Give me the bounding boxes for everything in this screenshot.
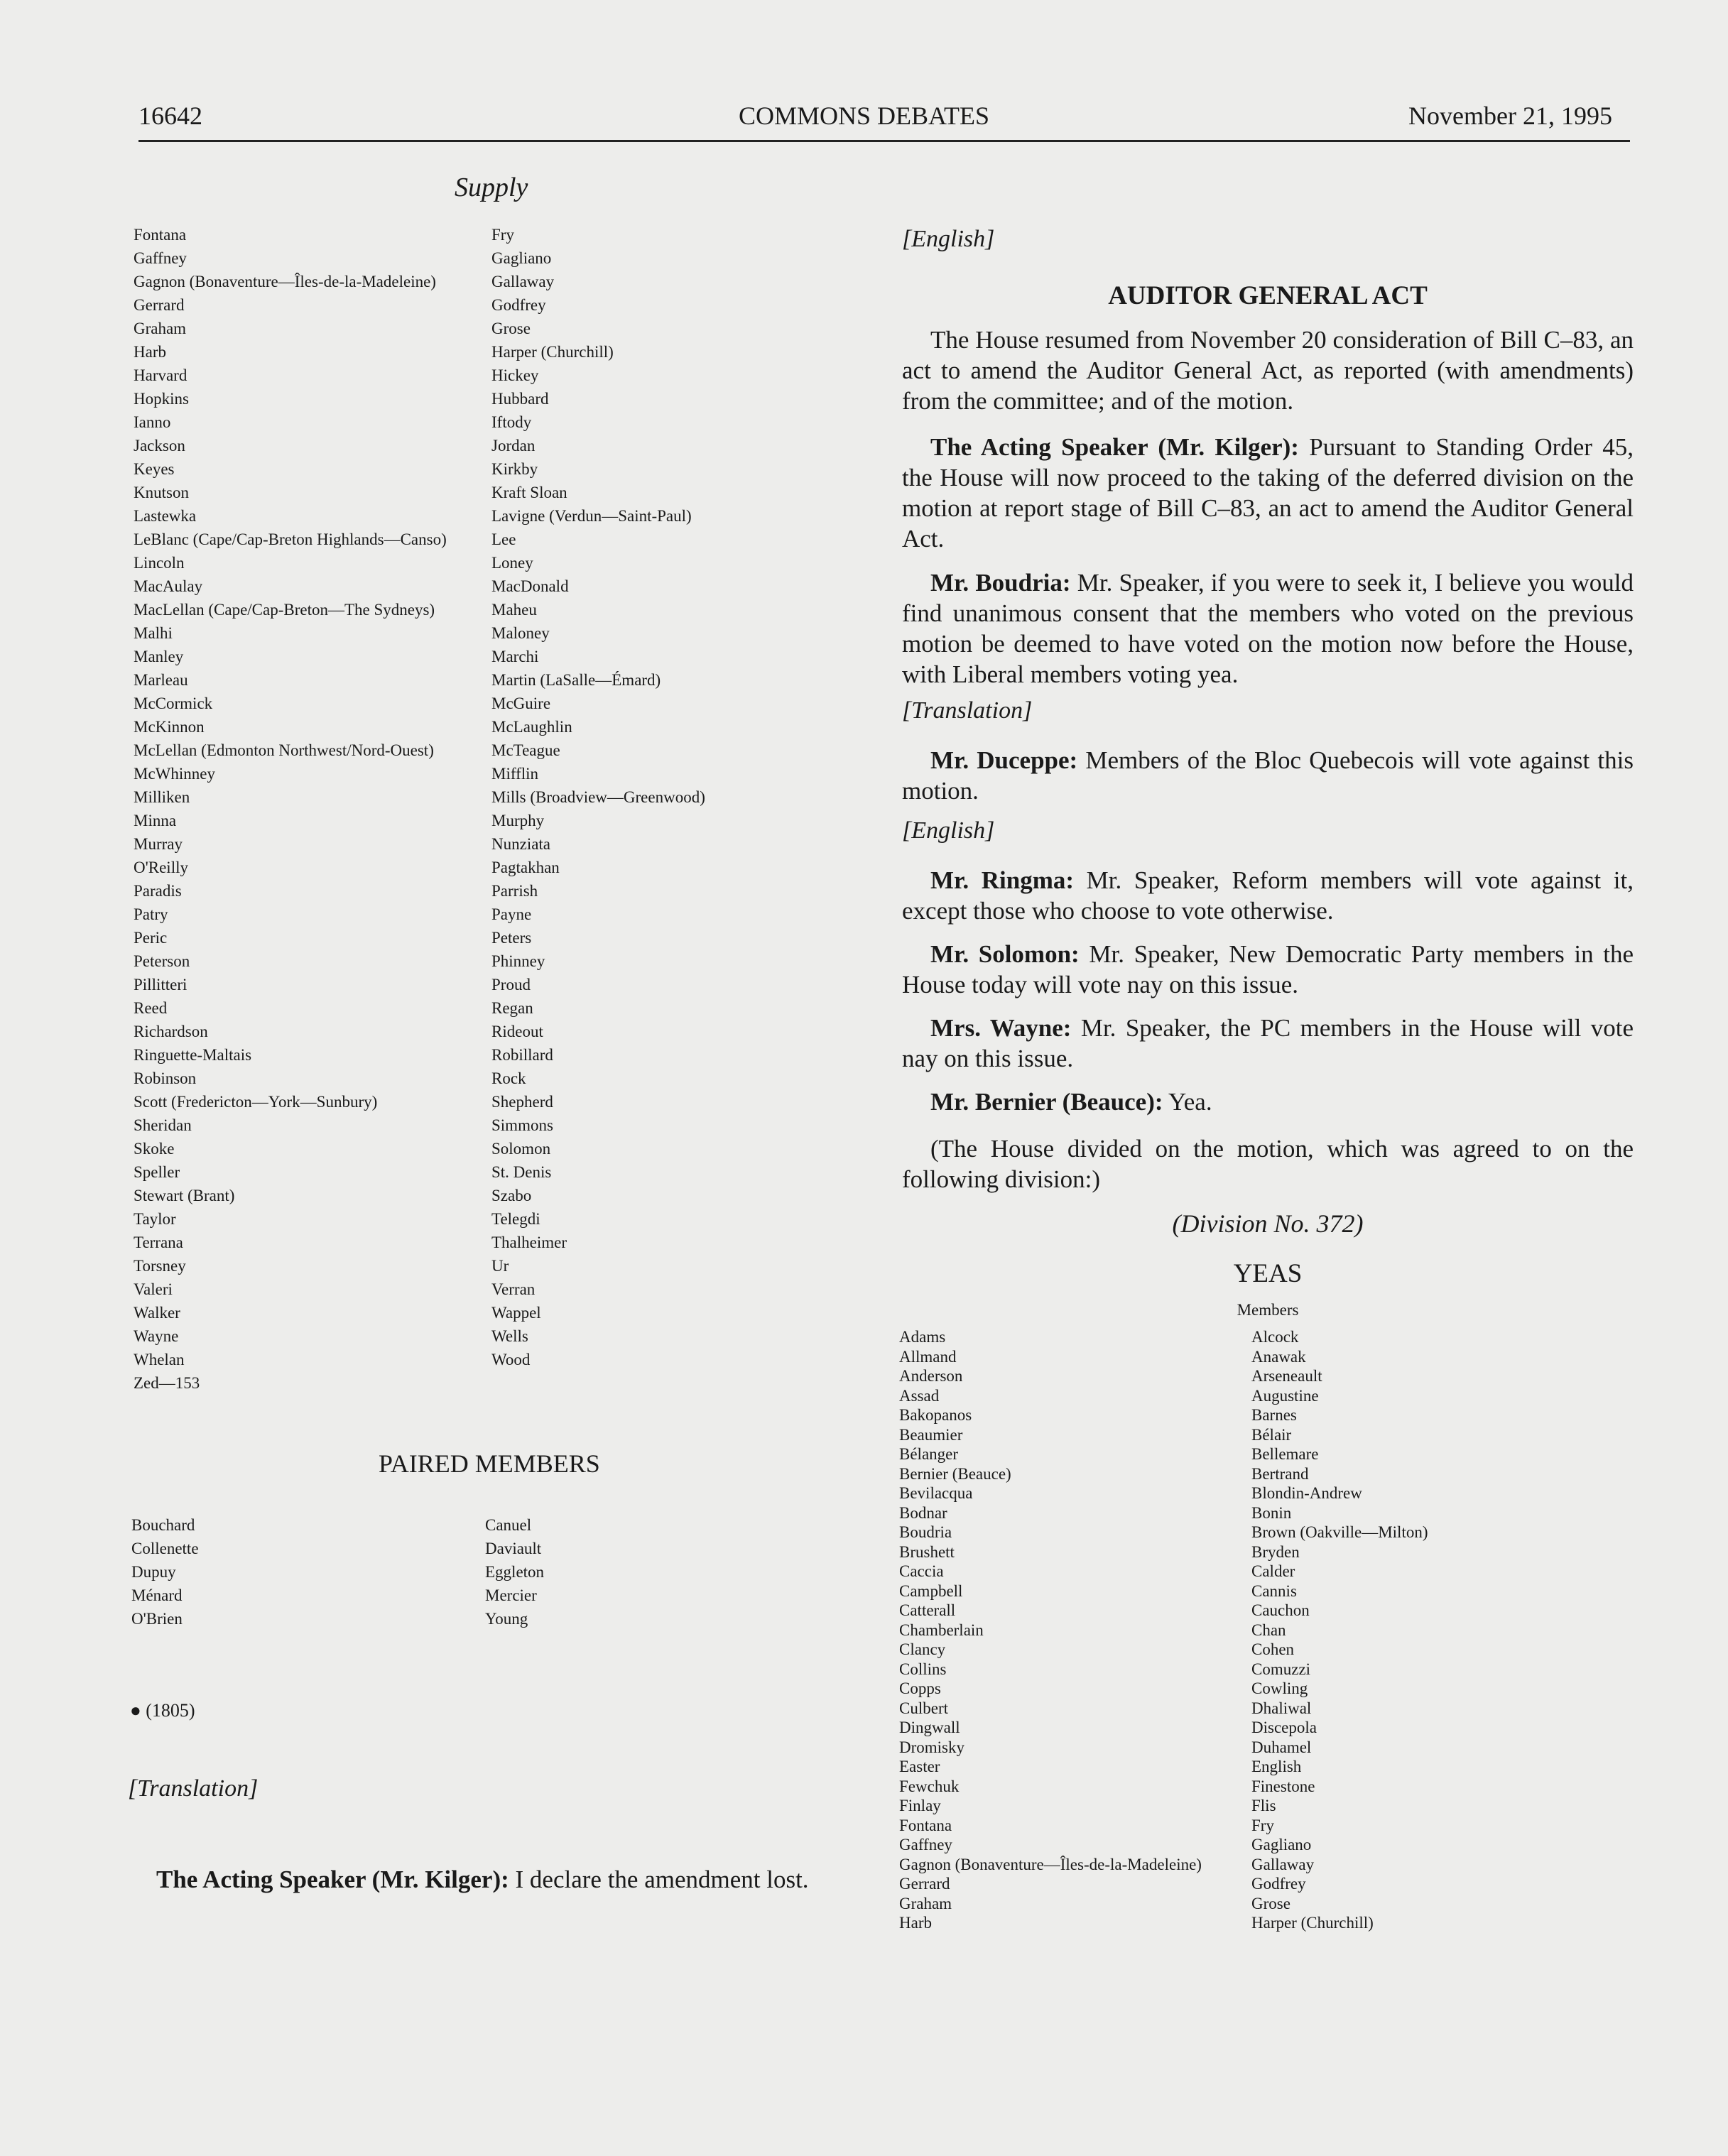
member-name: Beaumier — [899, 1425, 963, 1444]
speaker-name: Mr. Solomon: — [930, 940, 1080, 968]
member-name: Bertrand — [1251, 1464, 1309, 1483]
member-name: Manley — [134, 648, 184, 665]
member-name: Zed—153 — [134, 1374, 200, 1392]
member-name: Anawak — [1251, 1347, 1306, 1366]
member-name: Calder — [1251, 1562, 1295, 1580]
member-name: Eggleton — [485, 1563, 545, 1581]
member-name: Alcock — [1251, 1328, 1299, 1346]
member-name: Peric — [134, 929, 168, 947]
member-name: McCormick — [134, 695, 213, 712]
member-name: Fry — [1251, 1816, 1274, 1834]
member-name: Marleau — [134, 671, 188, 689]
paired-list-col1 — [131, 1513, 199, 1630]
member-name: Fontana — [899, 1816, 952, 1834]
english-label-1: [English] — [902, 226, 995, 252]
member-name: Cohen — [1251, 1640, 1295, 1658]
member-name: Brushett — [899, 1542, 955, 1561]
member-name: Bouchard — [131, 1516, 195, 1534]
yeas-list-col2 — [1251, 1327, 1428, 1933]
paragraph-duceppe — [902, 745, 1634, 806]
member-name: Cauchon — [1251, 1601, 1310, 1619]
member-name: Lastewka — [134, 507, 197, 525]
member-name: McKinnon — [134, 718, 205, 736]
speaker-name: The Acting Speaker (Mr. Kilger): — [930, 433, 1299, 461]
member-name: Assad — [899, 1386, 940, 1405]
member-name: Bevilacqua — [899, 1484, 973, 1502]
speech-text: Mr. Speaker, if you were to seek it, I believe you would find unanimous consent that the members who voted on the previous motion be deemed to have voted on the motion now before the House, with Liberal members voting yea. — [902, 569, 1634, 688]
speech-text: Members of the Bloc Quebecois will vote against this motion. — [902, 746, 1634, 805]
member-name: Richardson — [134, 1023, 208, 1040]
member-name: McWhinney — [134, 765, 215, 783]
member-name: Milliken — [134, 788, 190, 806]
member-name: Pillitteri — [134, 976, 188, 993]
member-name: McLaughlin — [491, 718, 572, 736]
member-name: Brown (Oakville—Milton) — [1251, 1523, 1428, 1541]
member-name: Mercier — [485, 1586, 537, 1604]
member-name: Fry — [491, 226, 514, 244]
member-name: Bonin — [1251, 1503, 1292, 1522]
member-name: Marchi — [491, 648, 539, 665]
member-name: Sheridan — [134, 1116, 192, 1134]
act-title: AUDITOR GENERAL ACT — [1108, 281, 1428, 310]
publication-title: COMMONS DEBATES — [738, 102, 990, 130]
member-name: Mifflin — [491, 765, 539, 783]
member-name: Caccia — [899, 1562, 944, 1580]
member-name: Torsney — [134, 1257, 186, 1275]
member-name: Stewart (Brant) — [134, 1187, 235, 1204]
member-name: Jordan — [491, 437, 536, 454]
member-name: Canuel — [485, 1516, 532, 1534]
member-name: Murray — [134, 835, 183, 853]
speech-text: Yea. — [1163, 1088, 1212, 1116]
member-name: Bryden — [1251, 1542, 1300, 1561]
member-name: Harvard — [134, 366, 188, 384]
member-name: English — [1251, 1758, 1302, 1775]
member-name: Gagnon (Bonaventure—Îles-de-la-Madeleine) — [134, 273, 436, 290]
member-name: Gallaway — [1251, 1855, 1315, 1873]
member-name: Taylor — [134, 1210, 176, 1228]
member-name: Scott (Fredericton—York—Sunbury) — [134, 1093, 378, 1111]
member-name: MacAulay — [134, 577, 203, 595]
member-name: Gagnon (Bonaventure—Îles-de-la-Madeleine) — [899, 1855, 1202, 1873]
member-name: Wappel — [491, 1304, 541, 1322]
member-name: Parrish — [491, 882, 538, 900]
page-number: 16642 — [138, 102, 202, 130]
member-name: Iftody — [491, 413, 532, 431]
paired-members-title: PAIRED MEMBERS — [379, 1449, 600, 1478]
speech-text: Mr. Speaker, New Democratic Party members in the House today will vote nay on this issue. — [902, 940, 1634, 998]
member-name: Rideout — [491, 1023, 543, 1040]
member-name: Chamberlain — [899, 1621, 984, 1639]
member-name: Ringuette-Maltais — [134, 1046, 252, 1064]
member-name: Dhaliwal — [1251, 1699, 1312, 1717]
member-name: Dupuy — [131, 1563, 176, 1581]
speech-text: Mr. Speaker, the PC members in the House will vote nay on this issue. — [902, 1014, 1634, 1072]
paragraph-boudria — [902, 567, 1634, 690]
member-name: Dromisky — [899, 1738, 964, 1756]
closing-paragraph — [128, 1864, 863, 1895]
member-name: Ménard — [131, 1586, 183, 1604]
member-name: Telegdi — [491, 1210, 540, 1228]
member-name: Wells — [491, 1327, 528, 1345]
member-name: Valeri — [134, 1280, 173, 1298]
member-name: Blondin-Andrew — [1251, 1484, 1362, 1502]
member-name: Robillard — [491, 1046, 553, 1064]
member-name: Gerrard — [134, 296, 185, 314]
member-name: Boudria — [899, 1523, 952, 1541]
member-name: Phinney — [491, 952, 545, 970]
member-name: Bodnar — [899, 1503, 947, 1522]
member-name: Patry — [134, 905, 168, 923]
member-name: Harper (Churchill) — [1251, 1914, 1374, 1932]
member-name: Shepherd — [491, 1093, 553, 1111]
member-name: Kraft Sloan — [491, 484, 567, 501]
member-name: Harb — [899, 1914, 932, 1932]
member-name: Lavigne (Verdun—Saint-Paul) — [491, 507, 692, 525]
yeas-list-col1 — [899, 1327, 1202, 1933]
member-name: Ianno — [134, 413, 171, 431]
member-name: Easter — [899, 1758, 940, 1775]
member-name: Bellemare — [1251, 1445, 1319, 1463]
member-name: Chan — [1251, 1621, 1286, 1639]
member-name: Grose — [491, 320, 531, 337]
translation-label-right: [Translation] — [902, 697, 1033, 724]
member-name: Duhamel — [1251, 1738, 1312, 1756]
member-name: Cowling — [1251, 1679, 1308, 1697]
member-name: Bélanger — [899, 1445, 959, 1463]
division-number: (Division No. 372) — [1172, 1209, 1364, 1238]
member-name: O'Reilly — [134, 859, 188, 876]
member-name: Payne — [491, 905, 532, 923]
member-name: Adams — [899, 1328, 946, 1346]
paragraph-resumed: The House resumed from November 20 consideration of Bill C–83, an act to amend the Auditor General Act, as reported (with amendments) from the committee; and of the motion. — [902, 326, 1634, 415]
member-name: Flis — [1251, 1797, 1276, 1814]
speaker-name: Mr. Bernier (Beauce): — [930, 1088, 1163, 1116]
member-name: Simmons — [491, 1116, 553, 1134]
paragraph-ringma — [902, 865, 1634, 926]
members-label: Members — [1237, 1301, 1299, 1319]
member-name: Verran — [491, 1280, 536, 1298]
speaker-name: Mrs. Wayne: — [930, 1014, 1072, 1042]
member-name: Anderson — [899, 1367, 963, 1385]
english-label-2: [English] — [902, 817, 995, 844]
member-name: Grose — [1251, 1894, 1290, 1912]
member-name: Skoke — [134, 1140, 175, 1158]
paragraph-acting-speaker — [902, 432, 1634, 554]
member-name: Wood — [491, 1351, 531, 1368]
member-name: Allmand — [899, 1347, 957, 1366]
member-name: Gallaway — [491, 273, 555, 290]
section-heading-supply: Supply — [455, 173, 528, 202]
member-name: Robinson — [134, 1069, 197, 1087]
yeas-title: YEAS — [1233, 1259, 1303, 1288]
speaker-name: Mr. Duceppe: — [930, 746, 1078, 774]
paired-list-col2 — [485, 1513, 544, 1630]
member-name: Peters — [491, 929, 532, 947]
member-name: Terrana — [134, 1234, 183, 1251]
member-name: Godfrey — [491, 296, 546, 314]
member-name: Copps — [899, 1679, 941, 1697]
member-name: O'Brien — [131, 1610, 183, 1628]
member-name: Finlay — [899, 1797, 941, 1814]
member-name: Campbell — [899, 1581, 963, 1600]
member-name: Collins — [899, 1660, 947, 1678]
member-name: Bakopanos — [899, 1406, 972, 1424]
member-name: Gagliano — [1251, 1836, 1312, 1853]
speech-text: Mr. Speaker, Reform members will vote against it, except those who choose to vote otherwise. — [902, 866, 1634, 925]
member-name: Catterall — [899, 1601, 956, 1619]
member-list-left-col2 — [491, 223, 705, 1371]
member-name: McTeague — [491, 741, 560, 759]
member-name: Harb — [134, 343, 166, 361]
paragraph-bernier — [902, 1087, 1634, 1117]
member-name: Fewchuk — [899, 1777, 960, 1795]
member-name: Murphy — [491, 812, 545, 829]
member-name: Hickey — [491, 366, 539, 384]
member-name: Lee — [491, 530, 516, 548]
member-name: Clancy — [899, 1640, 946, 1658]
member-name: Finestone — [1251, 1777, 1315, 1795]
speech-text: I declare the amendment lost. — [509, 1866, 809, 1893]
member-name: Wayne — [134, 1327, 179, 1345]
member-name: Maloney — [491, 624, 550, 642]
member-name: Szabo — [491, 1187, 532, 1204]
member-name: Walker — [134, 1304, 180, 1322]
member-name: Dingwall — [899, 1719, 960, 1736]
member-name: Young — [485, 1610, 528, 1628]
member-name: Proud — [491, 976, 531, 993]
member-name: Solomon — [491, 1140, 551, 1158]
member-name: St. Denis — [491, 1163, 552, 1181]
member-list-left-col1 — [134, 223, 447, 1395]
member-name: Mills (Broadview—Greenwood) — [491, 788, 705, 806]
member-name: McLellan (Edmonton Northwest/Nord-Ouest) — [134, 741, 434, 759]
member-name: Graham — [899, 1894, 952, 1912]
paragraph-division-note: (The House divided on the motion, which was agreed to on the following division:) — [902, 1135, 1634, 1193]
member-name: Barnes — [1251, 1406, 1297, 1424]
paragraph-solomon — [902, 939, 1634, 1000]
member-name: Ur — [491, 1257, 509, 1275]
header-rule — [138, 140, 1630, 142]
member-name: Culbert — [899, 1699, 948, 1717]
member-name: Collenette — [131, 1540, 199, 1557]
publication-date: November 21, 1995 — [1408, 102, 1612, 130]
member-name: Arseneault — [1251, 1367, 1322, 1385]
member-name: Speller — [134, 1163, 180, 1181]
member-name: Rock — [491, 1069, 526, 1087]
member-name: Minna — [134, 812, 177, 829]
member-name: Malhi — [134, 624, 173, 642]
member-name: Whelan — [134, 1351, 185, 1368]
member-name: Keyes — [134, 460, 175, 478]
member-name: Martin (LaSalle—Émard) — [491, 671, 661, 689]
member-name: Reed — [134, 999, 168, 1017]
speech-text: Pursuant to Standing Order 45, the House will now proceed to the taking of the deferred division on the motion at report stage of Bill C–83, an act to amend the Auditor General Act. — [902, 433, 1634, 552]
member-name: Daviault — [485, 1540, 542, 1557]
member-name: McGuire — [491, 695, 551, 712]
member-name: Bélair — [1251, 1425, 1292, 1444]
time-marker: ● (1805) — [130, 1700, 195, 1721]
member-name: Kirkby — [491, 460, 538, 478]
translation-label-left: [Translation] — [128, 1775, 259, 1802]
member-name: Graham — [134, 320, 187, 337]
member-name: Hopkins — [134, 390, 189, 408]
member-name: Gaffney — [899, 1836, 952, 1853]
member-name: Gerrard — [899, 1875, 950, 1893]
member-name: Cannis — [1251, 1581, 1297, 1600]
member-name: Gaffney — [134, 249, 187, 267]
speaker-name: The Acting Speaker (Mr. Kilger): — [156, 1866, 509, 1893]
member-name: Comuzzi — [1251, 1660, 1311, 1678]
member-name: Discepola — [1251, 1719, 1317, 1736]
member-name: Peterson — [134, 952, 190, 970]
member-name: Bernier (Beauce) — [899, 1464, 1011, 1483]
speaker-name: Mr. Boudria: — [930, 569, 1071, 597]
member-name: MacDonald — [491, 577, 569, 595]
member-name: Lincoln — [134, 554, 185, 572]
member-name: LeBlanc (Cape/Cap-Breton Highlands—Canso) — [134, 530, 447, 548]
member-name: Loney — [491, 554, 533, 572]
member-name: Paradis — [134, 882, 182, 900]
member-name: Thalheimer — [491, 1234, 567, 1251]
speaker-name: Mr. Ringma: — [930, 866, 1075, 894]
member-name: Godfrey — [1251, 1875, 1306, 1893]
member-name: Hubbard — [491, 390, 549, 408]
member-name: Regan — [491, 999, 533, 1017]
member-name: Jackson — [134, 437, 185, 454]
member-name: Fontana — [134, 226, 187, 244]
member-name: Augustine — [1251, 1386, 1319, 1405]
member-name: MacLellan (Cape/Cap-Breton—The Sydneys) — [134, 601, 435, 619]
member-name: Knutson — [134, 484, 189, 501]
member-name: Pagtakhan — [491, 859, 560, 876]
member-name: Maheu — [491, 601, 537, 619]
member-name: Gagliano — [491, 249, 552, 267]
member-name: Nunziata — [491, 835, 551, 853]
paragraph-wayne — [902, 1013, 1634, 1074]
member-name: Harper (Churchill) — [491, 343, 614, 361]
